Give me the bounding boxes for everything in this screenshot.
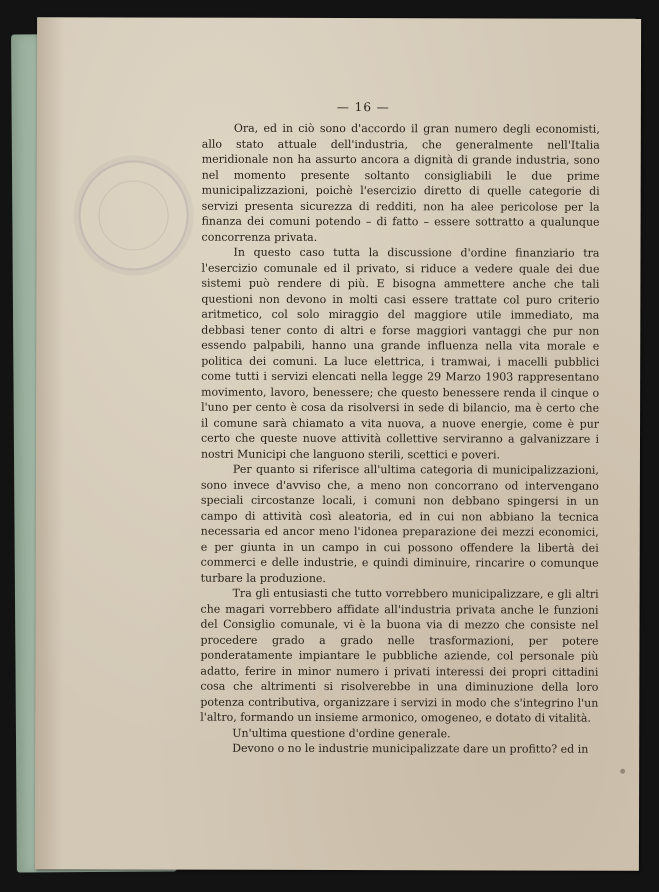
paragraph: Ora, ed in ciò sono d'accordo il gran numero degli economisti, allo stato attuale dell'industria, che generalmente nell'Italia meridionale non ha assurto ancora a dignità di grande industria, sono nel momento presente soltanto consigliabili le due prime municipalizzazioni, poichè l'esercizio diretto di quelle categorie di servizi presenta sicurezza di redditi, non ha alee pericolose per la finanza dei comuni potendo – di fatto – essere sottratto a qualunque concorrenza privata. — [201, 121, 600, 244]
paper-speck — [620, 769, 625, 774]
page-number: — 16 — — [336, 99, 390, 115]
paragraph: Tra gli entusiasti che tutto vorrebbero municipalizzare, e gli altri che magari vorrebbero affidate all'industria privata anche le funzioni del Consiglio comunale, vi è la buona via di mezzo che consiste nel procedere grado a grado nelle trasformazioni, per potere ponderatamente impiantare le pubbliche aziende, col personale più adatto, ferire in minor numero i privati interessi dei propri cittadini cosa che altrimenti si risolverebbe in una diminuzione della loro potenza contributiva, organizzare i servizi in modo che s'integrino l'un l'altro, formando un insieme armonico, omogeneo, e dotato di vitalità. — [200, 586, 599, 725]
paragraph: Un'ultima questione d'ordine generale. — [232, 726, 451, 740]
library-stamp-mark — [78, 160, 188, 270]
document-page — [35, 17, 641, 871]
paragraph: In questo caso tutta la discussione d'ordine finanziario tra l'esercizio comunale ed il privato, si riduce a vedere quale dei due sistemi può rendere di più. E bisogna ammettere anche che tali questioni non devono in molti casi essere trattate col puro criterio aritmetico, col solo miraggio del maggiore utile immediato, ma debbasi tener conto di altri e forse maggiori vantaggi che pur non essendo palpabili, hanno una grande influenza nella vita morale e politica dei comuni. La luce elettrica, i tramwai, i macelli pubblici come tutti i servizi elencati nella legge 29 Marzo 1903 rappresentano movimento, lavoro, benessere; che questo benessere renda il cinque o l'uno per cento è cosa da risolversi in sede di bilancio, ma è certo che il comune sarà chiamato a vita nuova, a nuove energie, come è pur certo che queste nuove attività collettive serviranno a galvanizzare i nostri Municipi che languono sterili, scettici e poveri. — [200, 245, 600, 461]
paragraph: Devono o no le industrie municipalizzate dare un profitto? ed in — [232, 741, 589, 756]
stamp-inner-ring — [99, 180, 169, 250]
paragraph: Per quanto si riferisce all'ultima categoria di municipalizzazioni, sono invece d'avviso che, a meno non concorrano od intervengano speciali circostanze locali, i comuni non debbano spingersi in un campo di attività così aleatoria, ed in cui non abbiano la tecnica necessaria ed ancor meno l'idonea preparazione dei mezzi economici, e per giunta in un campo in cui possono offendere la libertà dei commerci e delle industrie, e quindi diminuire, rincarire o comunque turbare la produzione. — [200, 462, 599, 585]
body-text — [200, 121, 600, 758]
